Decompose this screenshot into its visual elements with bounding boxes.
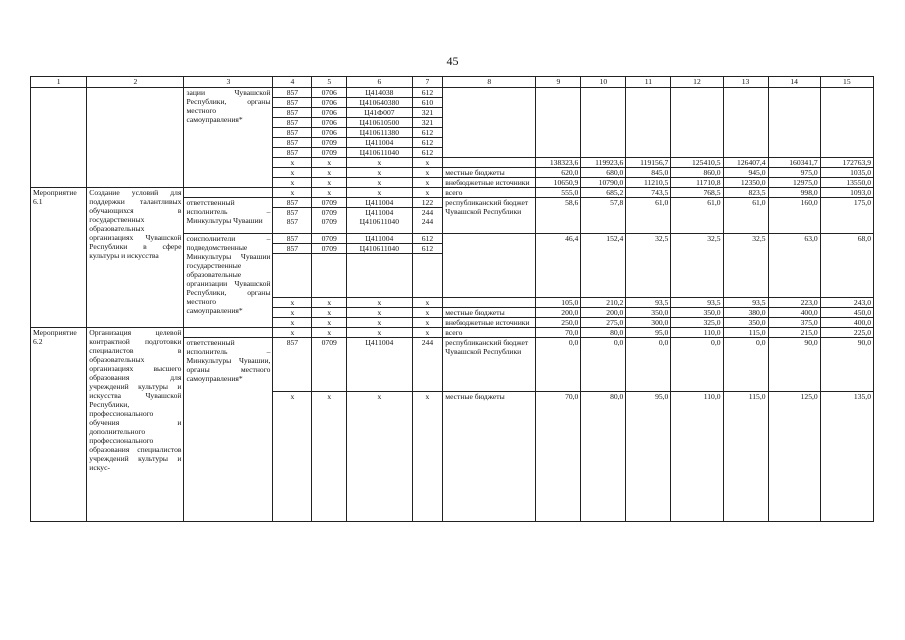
value-cell: 70,0: [536, 328, 581, 338]
value-cell: 680,0: [581, 168, 626, 178]
value-cell: 125,0: [768, 392, 820, 522]
code-cell: x: [347, 308, 412, 318]
code-cell: 857: [273, 98, 312, 108]
col-header: 5: [312, 77, 347, 88]
code-cell: x: [273, 392, 312, 522]
code-cell: 0709: [312, 338, 347, 392]
value-cell: 138323,6: [536, 158, 581, 168]
value-cell: 350,0: [626, 308, 671, 318]
empty-cell: [443, 88, 536, 158]
value-cell: 223,0: [768, 298, 820, 308]
empty-cell: [412, 254, 443, 298]
code-cell: Ц410610500: [347, 118, 412, 128]
value-cell: 250,0: [536, 318, 581, 328]
value-cell: 380,0: [723, 308, 768, 318]
code-line: Ц411004: [365, 208, 394, 217]
code-cell: 122: [412, 198, 443, 208]
empty-cell: [536, 88, 581, 158]
value-cell: 12350,0: [723, 178, 768, 188]
value-cell: 70,0: [536, 392, 581, 522]
value-cell: 90,0: [768, 338, 820, 392]
value-cell: 10790,0: [581, 178, 626, 188]
code-cell: 0706: [312, 128, 347, 138]
code-cell: x: [347, 328, 412, 338]
value-cell: 845,0: [626, 168, 671, 178]
code-cell: x: [312, 328, 347, 338]
source-cell: внебюджетные источники: [443, 178, 536, 188]
value-cell: 119923,6: [581, 158, 626, 168]
value-cell: 135,0: [820, 392, 873, 522]
value-cell: 860,0: [671, 168, 723, 178]
code-cell: Ц41Ф007: [347, 108, 412, 118]
code-cell: 857: [273, 234, 312, 244]
empty-cell: [87, 88, 184, 188]
value-cell: 768,5: [671, 188, 723, 198]
code-cell: 857: [273, 88, 312, 98]
value-cell: 743,5: [626, 188, 671, 198]
code-cell: Ц411004: [347, 234, 412, 244]
code-cell: x: [347, 318, 412, 328]
value-cell: 325,0: [671, 318, 723, 328]
code-cell: x: [347, 188, 412, 198]
code-cell: 857: [273, 338, 312, 392]
code-line: 244: [421, 217, 434, 226]
value-cell: 200,0: [581, 308, 626, 318]
value-cell: 10650,9: [536, 178, 581, 188]
col-header: 4: [273, 77, 312, 88]
value-cell: 90,0: [820, 338, 873, 392]
value-cell: 110,0: [671, 328, 723, 338]
empty-cell: [671, 88, 723, 158]
code-cell: x: [347, 158, 412, 168]
value-cell: 68,0: [820, 234, 873, 298]
source-cell: [443, 234, 536, 298]
value-cell: 172763,9: [820, 158, 873, 168]
code-cell: 321: [412, 118, 443, 128]
code-line: 0709: [321, 208, 337, 217]
col-header: 14: [768, 77, 820, 88]
code-cell: x: [273, 328, 312, 338]
source-cell: [443, 158, 536, 168]
code-cell: 0706: [312, 108, 347, 118]
value-cell: 80,0: [581, 392, 626, 522]
code-cell: x: [273, 308, 312, 318]
value-cell: 58,6: [536, 198, 581, 234]
value-cell: 110,0: [671, 392, 723, 522]
code-cell: 612: [412, 244, 443, 254]
empty-cell: [723, 88, 768, 158]
code-cell: 857: [273, 148, 312, 158]
col-header: 12: [671, 77, 723, 88]
value-cell: 0,0: [626, 338, 671, 392]
value-cell: 175,0: [820, 198, 873, 234]
value-cell: 93,5: [626, 298, 671, 308]
code-line: 244: [421, 208, 434, 217]
executor-cell: зации Чувашской Республики, органы местного самоуправления*: [184, 88, 273, 188]
code-cell: Ц410611040: [347, 148, 412, 158]
code-cell: 857: [273, 108, 312, 118]
code-cell: x: [312, 158, 347, 168]
source-cell: местные бюджеты: [443, 392, 536, 522]
value-cell: 998,0: [768, 188, 820, 198]
value-cell: 105,0: [536, 298, 581, 308]
code-cell: Ц410640380: [347, 98, 412, 108]
code-cell: 612: [412, 88, 443, 98]
value-cell: 400,0: [768, 308, 820, 318]
value-cell: 450,0: [820, 308, 873, 318]
budget-table: [30, 76, 874, 522]
value-cell: 115,0: [723, 392, 768, 522]
code-cell: x: [412, 158, 443, 168]
code-cell: Ц411004: [347, 198, 412, 208]
code-cell: 0709: [312, 138, 347, 148]
empty-cell: [820, 88, 873, 158]
empty-cell: [626, 88, 671, 158]
value-cell: 126407,4: [723, 158, 768, 168]
code-cell: x: [312, 392, 347, 522]
executor-cell: ответственный исполнитель – Минкультуры Чувашии, органы местного самоуправления*: [184, 338, 273, 522]
code-cell: x: [347, 392, 412, 522]
code-cell: x: [273, 298, 312, 308]
code-cell: x: [273, 158, 312, 168]
value-cell: 93,5: [671, 298, 723, 308]
measure-label: Мероприятие 6.1: [31, 188, 87, 328]
col-header: 1: [31, 77, 87, 88]
code-cell: x: [273, 178, 312, 188]
value-cell: 945,0: [723, 168, 768, 178]
value-cell: 620,0: [536, 168, 581, 178]
code-cell: 0709: [312, 244, 347, 254]
code-cell: x: [273, 318, 312, 328]
col-header: 9: [536, 77, 581, 88]
source-cell: всего: [443, 188, 536, 198]
code-cell: x: [412, 168, 443, 178]
source-cell: местные бюджеты: [443, 308, 536, 318]
value-cell: 119156,7: [626, 158, 671, 168]
code-cell: 244: [412, 338, 443, 392]
col-header: 15: [820, 77, 873, 88]
source-cell: всего: [443, 328, 536, 338]
code-cell: Ц414038: [347, 88, 412, 98]
code-cell: 0709: [312, 234, 347, 244]
source-cell: местные бюджеты: [443, 168, 536, 178]
code-cell: x: [312, 318, 347, 328]
value-cell: 95,0: [626, 328, 671, 338]
value-cell: 200,0: [536, 308, 581, 318]
empty-cell: [184, 188, 273, 198]
executor-cell: соисполнители – подведомственные Минкультуры Чувашии государственные образовательные организации Чувашской Республики, органы местного самоуправления*: [184, 234, 273, 328]
col-header: 3: [184, 77, 273, 88]
code-line: 857: [286, 208, 299, 217]
empty-cell: [347, 254, 412, 298]
value-cell: 225,0: [820, 328, 873, 338]
page-number: 45: [446, 54, 459, 68]
code-cell: [412, 208, 443, 234]
value-cell: 57,8: [581, 198, 626, 234]
code-cell: x: [312, 308, 347, 318]
value-cell: 125410,5: [671, 158, 723, 168]
code-line: 0709: [321, 217, 337, 226]
code-line: 857: [286, 217, 299, 226]
value-cell: 12975,0: [768, 178, 820, 188]
value-cell: 46,4: [536, 234, 581, 298]
code-cell: x: [312, 178, 347, 188]
code-cell: Ц410611380: [347, 128, 412, 138]
empty-cell: [581, 88, 626, 158]
code-cell: 612: [412, 138, 443, 148]
value-cell: 32,5: [723, 234, 768, 298]
code-cell: 0709: [312, 148, 347, 158]
code-cell: x: [412, 188, 443, 198]
value-cell: 350,0: [671, 308, 723, 318]
col-header: 10: [581, 77, 626, 88]
col-header: 6: [347, 77, 412, 88]
value-cell: 13550,0: [820, 178, 873, 188]
code-cell: Ц410611040: [347, 244, 412, 254]
code-cell: 610: [412, 98, 443, 108]
code-cell: 857: [273, 198, 312, 208]
source-cell: [443, 298, 536, 308]
code-cell: 857: [273, 128, 312, 138]
code-line: Ц410611040: [359, 217, 400, 226]
source-cell: республиканский бюджет Чувашской Республики: [443, 338, 536, 392]
code-cell: [273, 208, 312, 234]
col-header: 13: [723, 77, 768, 88]
col-header: 8: [443, 77, 536, 88]
measure-name: Создание условий для поддержки талантливых обучающихся в государственных образовательных организациях Чувашской Республики в сфере культуры и искусства: [87, 188, 184, 328]
value-cell: 152,4: [581, 234, 626, 298]
code-cell: x: [412, 392, 443, 522]
code-cell: x: [412, 178, 443, 188]
source-cell: республиканский бюджет Чувашской Республики: [443, 198, 536, 234]
table-row: [31, 188, 874, 198]
code-cell: 612: [412, 148, 443, 158]
code-cell: x: [347, 178, 412, 188]
value-cell: 1035,0: [820, 168, 873, 178]
value-cell: 61,0: [671, 198, 723, 234]
value-cell: 93,5: [723, 298, 768, 308]
value-cell: 243,0: [820, 298, 873, 308]
code-cell: x: [412, 308, 443, 318]
code-cell: 0709: [312, 198, 347, 208]
value-cell: 160341,7: [768, 158, 820, 168]
code-cell: x: [412, 328, 443, 338]
value-cell: 215,0: [768, 328, 820, 338]
code-cell: 857: [273, 118, 312, 128]
value-cell: 160,0: [768, 198, 820, 234]
code-cell: 0706: [312, 88, 347, 98]
empty-cell: [768, 88, 820, 158]
code-cell: Ц411004: [347, 138, 412, 148]
code-cell: x: [412, 318, 443, 328]
code-cell: x: [347, 298, 412, 308]
empty-cell: [273, 254, 312, 298]
code-cell: 0706: [312, 118, 347, 128]
value-cell: 95,0: [626, 392, 671, 522]
value-cell: 32,5: [626, 234, 671, 298]
header-row: [31, 77, 874, 88]
code-cell: [312, 208, 347, 234]
value-cell: 115,0: [723, 328, 768, 338]
value-cell: 11710,8: [671, 178, 723, 188]
value-cell: 350,0: [723, 318, 768, 328]
executor-cell: ответственный исполнитель – Минкультуры Чувашии: [184, 198, 273, 234]
value-cell: 975,0: [768, 168, 820, 178]
table-row: [31, 88, 874, 98]
value-cell: 11210,5: [626, 178, 671, 188]
code-cell: [347, 208, 412, 234]
col-header: 11: [626, 77, 671, 88]
code-cell: 0706: [312, 98, 347, 108]
value-cell: 0,0: [723, 338, 768, 392]
value-cell: 555,0: [536, 188, 581, 198]
code-cell: x: [312, 188, 347, 198]
empty-cell: [312, 254, 347, 298]
code-cell: 857: [273, 138, 312, 148]
value-cell: 300,0: [626, 318, 671, 328]
code-cell: x: [412, 298, 443, 308]
value-cell: 0,0: [671, 338, 723, 392]
code-cell: 612: [412, 234, 443, 244]
value-cell: 0,0: [581, 338, 626, 392]
code-cell: x: [273, 168, 312, 178]
col-header: 7: [412, 77, 443, 88]
code-cell: Ц411004: [347, 338, 412, 392]
table-row: [31, 328, 874, 338]
value-cell: 1093,0: [820, 188, 873, 198]
value-cell: 400,0: [820, 318, 873, 328]
code-cell: x: [273, 188, 312, 198]
col-header: 2: [87, 77, 184, 88]
value-cell: 375,0: [768, 318, 820, 328]
code-cell: x: [312, 298, 347, 308]
value-cell: 32,5: [671, 234, 723, 298]
code-cell: x: [312, 168, 347, 178]
value-cell: 210,2: [581, 298, 626, 308]
value-cell: 823,5: [723, 188, 768, 198]
empty-cell: [31, 88, 87, 188]
measure-name: Организация целевой контрактной подготовки специалистов в образовательных организациях высшего образования для учреждений культуры и искусства Чувашской Республики, профессионального обучения и дополнительного профессионального образования специалистов учреждений культуры и искус-: [87, 328, 184, 522]
measure-label: Мероприятие 6.2: [31, 328, 87, 522]
value-cell: 63,0: [768, 234, 820, 298]
value-cell: 275,0: [581, 318, 626, 328]
value-cell: 61,0: [626, 198, 671, 234]
code-cell: 612: [412, 128, 443, 138]
code-cell: 321: [412, 108, 443, 118]
empty-cell: [184, 328, 273, 338]
code-cell: x: [347, 168, 412, 178]
value-cell: 685,2: [581, 188, 626, 198]
source-cell: внебюджетные источники: [443, 318, 536, 328]
value-cell: 80,0: [581, 328, 626, 338]
code-cell: 857: [273, 244, 312, 254]
value-cell: 61,0: [723, 198, 768, 234]
value-cell: 0,0: [536, 338, 581, 392]
